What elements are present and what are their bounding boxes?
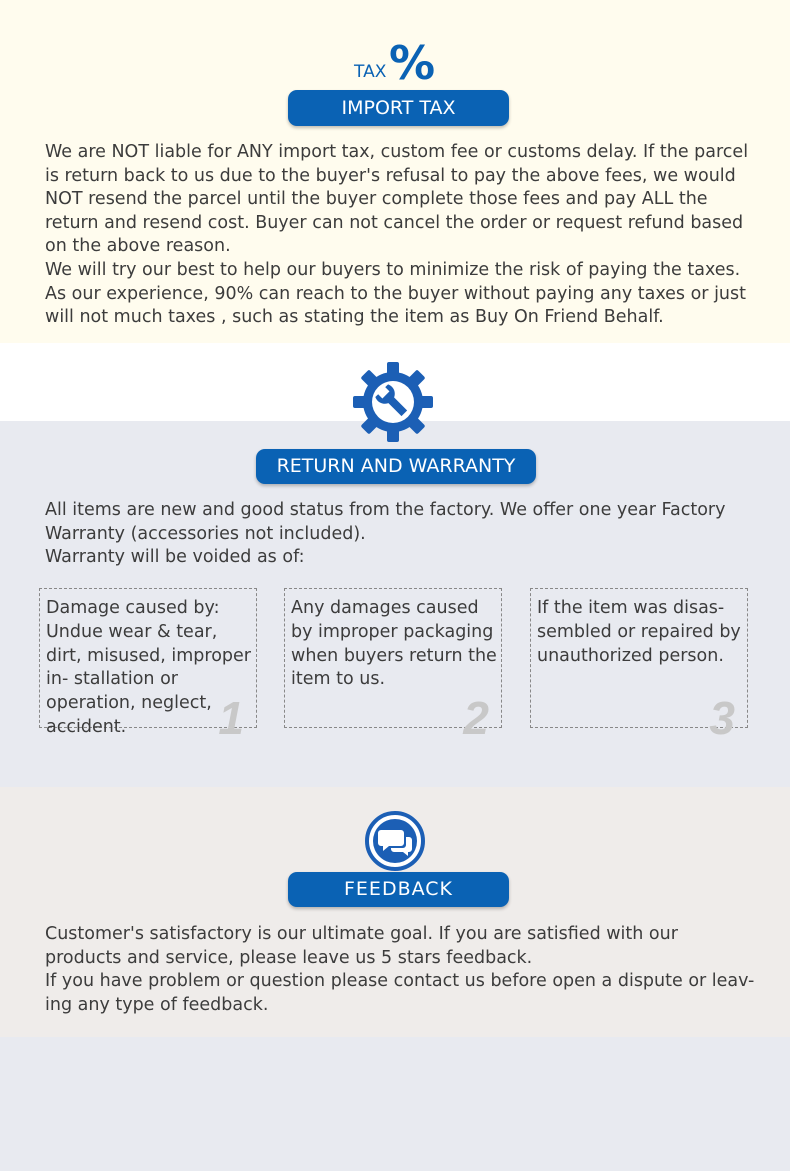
warranty-case-text: If the item was disas- sembled or repaired by unauthorized person. — [537, 598, 741, 666]
gear-wrench-icon — [352, 361, 434, 443]
chat-bubbles-icon — [364, 810, 426, 872]
warranty-case-text: Any damages caused by improper packaging when buyers return the item to us. — [291, 598, 497, 690]
tax-logo-symbol: % — [389, 36, 433, 90]
warranty-case-card — [530, 588, 748, 745]
warranty-case-text: Damage caused by: Undue wear & tear, dirt, misused, improper in- stallation or operation, neglect, accident. — [46, 598, 251, 737]
warranty-case-card — [284, 588, 502, 745]
warranty-case-number: 1 — [218, 692, 244, 745]
warranty-case-number: 2 — [463, 692, 489, 745]
warranty-paragraph: All items are new and good status from the factory. We offer one year Factory Warranty (accessories not included). — [45, 500, 726, 544]
tax-logo-word: TAX — [354, 62, 387, 82]
feedback-text — [45, 923, 755, 1017]
warranty-paragraph: Warranty will be voided as of: — [45, 547, 305, 568]
tax-percent-icon — [354, 36, 444, 90]
import-tax-text — [45, 141, 755, 330]
feedback-title: FEEDBACK — [288, 872, 509, 907]
import-tax-title: IMPORT TAX — [288, 90, 509, 126]
feedback-paragraph: Customer's satisfactory is our ultimate goal. If you are satisfied with our products and service, please leave us 5 stars feedback. — [45, 924, 678, 968]
footer-area — [0, 1037, 790, 1171]
import-tax-paragraph: We are NOT liable for ANY import tax, custom fee or customs delay. If the parcel is return back to us due to the buyer's refusal to pay the above fees, we would NOT resend the parcel until the buyer complete those fees and pay ALL the return and resend cost. Buyer can not cancel the order or request refund based on the above reason. — [45, 142, 749, 257]
warranty-text — [45, 499, 755, 570]
warranty-title: RETURN AND WARRANTY — [256, 449, 536, 484]
warranty-case-card — [39, 588, 257, 745]
feedback-paragraph: If you have problem or question please contact us before open a dispute or leav- ing any type of feedback. — [45, 971, 755, 1015]
warranty-case-number: 3 — [709, 692, 735, 745]
import-tax-paragraph: We will try our best to help our buyers to minimize the risk of paying the taxes. As our experience, 90% can reach to the buyer without paying any taxes or just will not much taxes , such as stating the item as Buy On Friend Behalf. — [45, 259, 746, 328]
